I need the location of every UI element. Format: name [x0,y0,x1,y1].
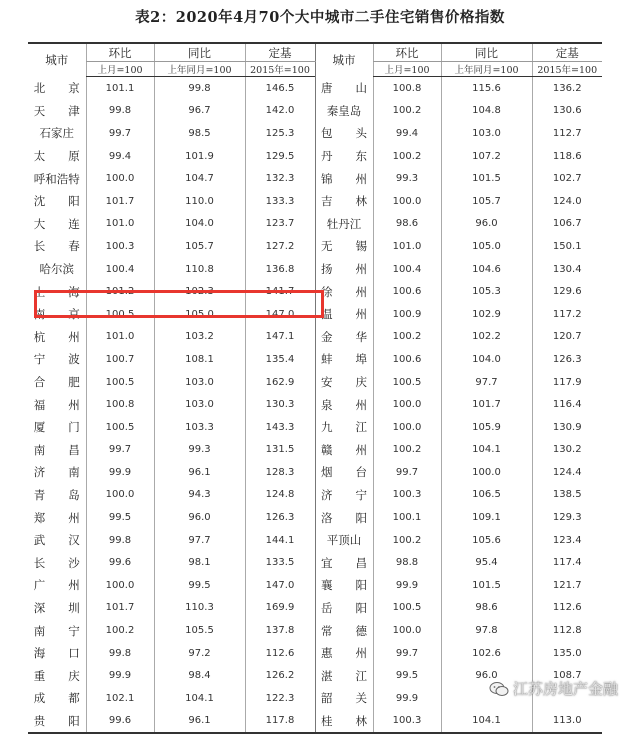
cell-fixed: 113.0 [532,710,602,734]
cell-yoy: 101.9 [154,145,245,168]
table-row [28,213,602,236]
header-yoy-base: 上年同月=100 [441,62,532,77]
cell-city: 金 华 [315,326,373,349]
header-mom: 环比 [86,43,154,62]
cell-yoy: 105.0 [154,303,245,326]
cell-mom: 100.0 [373,416,441,439]
cell-yoy: 96.0 [441,664,532,687]
cell-fixed: 144.1 [245,529,315,552]
cell-mom: 101.0 [373,235,441,258]
table-row [28,642,602,665]
table-row [28,506,602,529]
cell-mom: 100.0 [373,619,441,642]
header-fixed-base: 2015年=100 [245,62,315,77]
cell-yoy: 108.1 [154,348,245,371]
cell-mom: 99.6 [86,551,154,574]
cell-mom: 99.8 [86,642,154,665]
cell-city: 惠 州 [315,642,373,665]
cell-mom: 101.2 [86,280,154,303]
cell-fixed: 120.7 [532,326,602,349]
cell-mom: 100.0 [86,574,154,597]
cell-mom: 100.5 [86,303,154,326]
cell-fixed: 128.3 [245,461,315,484]
cell-yoy: 101.7 [441,393,532,416]
cell-city: 重 庆 [33,668,80,683]
cell-yoy: 98.5 [154,122,245,145]
cell-yoy: 99.8 [154,77,245,100]
cell-mom: 100.0 [86,484,154,507]
cell-city: 温 州 [315,303,373,326]
cell-yoy: 99.3 [154,439,245,462]
cell-city: 安 庆 [315,371,373,394]
cell-yoy: 104.6 [441,258,532,281]
cell-city: 无 锡 [315,235,373,258]
cell-fixed: 121.7 [532,574,602,597]
cell-city: 锦 州 [315,167,373,190]
cell-city: 常 德 [315,619,373,642]
cell-fixed: 135.0 [532,642,602,665]
cell-yoy: 99.5 [154,574,245,597]
cell-fixed: 126.2 [245,664,315,687]
cell-yoy: 105.0 [441,235,532,258]
cell-yoy: 115.6 [441,77,532,100]
cell-mom: 100.4 [373,258,441,281]
cell-fixed: 124.4 [532,461,602,484]
cell-mom: 100.8 [86,393,154,416]
table-row [28,190,602,213]
cell-fixed: 123.4 [532,529,602,552]
cell-fixed: 137.8 [245,619,315,642]
cell-city: 海 口 [33,646,80,661]
table-body [28,77,602,734]
cell-mom: 100.0 [86,167,154,190]
cell-yoy: 94.3 [154,484,245,507]
cell-mom: 100.2 [373,529,441,552]
cell-city: 洛 阳 [315,506,373,529]
cell-mom: 99.9 [373,687,441,710]
cell-fixed: 147.0 [245,574,315,597]
cell-yoy: 103.0 [154,371,245,394]
cell-fixed: 132.3 [245,167,315,190]
cell-yoy: 104.0 [154,213,245,236]
cell-city: 烟 台 [315,461,373,484]
cell-city: 北 京 [33,81,80,96]
cell-fixed: 141.7 [245,280,315,303]
cell-yoy: 103.2 [154,326,245,349]
cell-city: 天 津 [33,103,80,118]
table-row [28,280,602,303]
table-row [28,439,602,462]
cell-mom: 99.7 [373,642,441,665]
cell-city: 石家庄 [39,126,74,141]
cell-yoy: 110.8 [154,258,245,281]
cell-city: 秦皇岛 [315,100,373,123]
cell-city: 郑 州 [33,510,80,525]
cell-city: 贵 阳 [33,713,80,728]
cell-fixed: 122.3 [245,687,315,710]
table-row [28,710,602,734]
cell-city: 济 宁 [315,484,373,507]
cell-fixed: 130.4 [532,258,602,281]
table-row [28,393,602,416]
cell-mom: 100.8 [373,77,441,100]
header-yoy-base: 上年同月=100 [154,62,245,77]
cell-fixed: 150.1 [532,235,602,258]
cell-city: 哈尔滨 [39,262,74,277]
watermark-text: 江苏房地产金融 [512,680,618,698]
cell-mom: 99.9 [86,461,154,484]
cell-mom: 100.4 [86,258,154,281]
cell-mom: 98.6 [373,213,441,236]
cell-yoy: 104.1 [441,439,532,462]
cell-mom: 99.9 [373,574,441,597]
cell-yoy: 102.2 [441,326,532,349]
cell-fixed: 126.3 [245,506,315,529]
table-row [28,167,602,190]
cell-fixed: 135.4 [245,348,315,371]
cell-fixed: 117.9 [532,371,602,394]
header-mom-base: 上月=100 [86,62,154,77]
cell-fixed: 125.3 [245,122,315,145]
cell-yoy: 104.8 [441,100,532,123]
cell-fixed: 130.2 [532,439,602,462]
cell-mom: 98.8 [373,551,441,574]
cell-yoy: 97.7 [441,371,532,394]
cell-city: 赣 州 [315,439,373,462]
cell-mom: 99.8 [86,100,154,123]
cell-mom: 100.7 [86,348,154,371]
cell-city: 平顶山 [315,529,373,552]
cell-city: 深 圳 [33,600,80,615]
table-title: 表2：2020年4月70个大中城市二手住宅销售价格指数 [135,9,505,26]
cell-mom: 101.0 [86,213,154,236]
table-row [28,461,602,484]
cell-mom: 99.9 [86,664,154,687]
cell-mom: 100.1 [373,506,441,529]
cell-city: 湛 江 [315,664,373,687]
cell-city: 扬 州 [315,258,373,281]
cell-fixed: 102.7 [532,167,602,190]
cell-mom: 99.5 [373,664,441,687]
header-fixed: 定基 [245,43,315,62]
table-row [28,122,602,145]
cell-mom: 100.2 [373,326,441,349]
table-row [28,348,602,371]
cell-city: 桂 林 [315,710,373,734]
cell-yoy: 98.1 [154,551,245,574]
cell-yoy: 102.6 [441,642,532,665]
cell-mom: 99.4 [86,145,154,168]
table-row [28,416,602,439]
cell-yoy: 102.3 [154,280,245,303]
cell-fixed: 117.2 [532,303,602,326]
cell-mom: 101.7 [86,597,154,620]
table-row [28,574,602,597]
cell-yoy: 97.8 [441,619,532,642]
cell-yoy: 96.7 [154,100,245,123]
cell-city: 上 海 [33,284,80,299]
cell-yoy: 101.5 [441,167,532,190]
cell-yoy: 105.7 [441,190,532,213]
cell-mom: 99.3 [373,167,441,190]
cell-fixed: 126.3 [532,348,602,371]
cell-fixed: 129.6 [532,280,602,303]
cell-fixed: 131.5 [245,439,315,462]
cell-fixed: 169.9 [245,597,315,620]
table-row [28,145,602,168]
cell-mom: 100.5 [373,597,441,620]
cell-fixed: 138.5 [532,484,602,507]
cell-yoy: 98.6 [441,597,532,620]
cell-mom: 100.3 [86,235,154,258]
cell-fixed: 123.7 [245,213,315,236]
cell-mom: 100.6 [373,348,441,371]
cell-fixed: 147.0 [245,303,315,326]
cell-mom: 101.1 [86,77,154,100]
header-mom: 环比 [373,43,441,62]
cell-yoy: 105.9 [441,416,532,439]
cell-yoy: 96.1 [154,710,245,734]
cell-mom: 99.8 [86,529,154,552]
cell-mom: 100.5 [373,371,441,394]
cell-mom: 100.2 [373,100,441,123]
table-row [28,303,602,326]
cell-mom: 99.6 [86,710,154,734]
cell-yoy: 96.0 [441,213,532,236]
cell-fixed: 133.3 [245,190,315,213]
cell-fixed: 130.3 [245,393,315,416]
cell-mom: 102.1 [86,687,154,710]
cell-city: 大 连 [33,216,80,231]
cell-mom: 100.0 [373,393,441,416]
cell-mom: 100.2 [86,619,154,642]
cell-yoy: 105.5 [154,619,245,642]
cell-mom: 100.2 [373,439,441,462]
cell-city: 济 南 [33,465,80,480]
cell-mom: 100.3 [373,484,441,507]
cell-fixed: 116.4 [532,393,602,416]
cell-yoy: 104.1 [154,687,245,710]
cell-mom: 100.6 [373,280,441,303]
cell-city: 南 京 [33,307,80,322]
header-city: 城市 [315,43,373,77]
price-index-table [28,42,602,734]
header-yoy: 同比 [441,43,532,62]
cell-fixed: 130.9 [532,416,602,439]
header-fixed-base: 2015年=100 [532,62,602,77]
cell-city: 宁 波 [33,352,80,367]
cell-city: 广 州 [33,578,80,593]
cell-mom: 101.0 [86,326,154,349]
cell-yoy: 105.6 [441,529,532,552]
cell-fixed: 112.6 [532,597,602,620]
cell-city: 蚌 埠 [315,348,373,371]
cell-city: 沈 阳 [33,194,80,209]
cell-city: 吉 林 [315,190,373,213]
cell-mom: 99.7 [373,461,441,484]
table-row [28,619,602,642]
table-row [28,551,602,574]
wechat-icon [489,681,509,697]
cell-yoy: 101.5 [441,574,532,597]
cell-fixed: 136.2 [532,77,602,100]
cell-yoy: 105.3 [441,280,532,303]
cell-fixed: 108.7 [532,664,602,687]
cell-fixed: 117.8 [245,710,315,734]
cell-fixed: 106.7 [532,213,602,236]
cell-yoy: 105.7 [154,235,245,258]
cell-yoy: 96.0 [154,506,245,529]
cell-fixed: 130.6 [532,100,602,123]
cell-fixed: 129.5 [245,145,315,168]
cell-yoy: 104.7 [154,167,245,190]
cell-mom: 99.5 [86,506,154,529]
cell-yoy: 109.1 [441,506,532,529]
cell-yoy: 106.5 [441,484,532,507]
cell-fixed: 133.5 [245,551,315,574]
cell-city: 长 春 [33,239,80,254]
cell-city: 包 头 [315,122,373,145]
cell-fixed: 136.8 [245,258,315,281]
cell-city: 青 岛 [33,487,80,502]
cell-city: 九 江 [315,416,373,439]
cell-fixed: 124.8 [245,484,315,507]
header-fixed: 定基 [532,43,602,62]
cell-city: 杭 州 [33,329,80,344]
cell-city: 襄 阳 [315,574,373,597]
cell-city: 丹 东 [315,145,373,168]
cell-yoy: 95.4 [441,551,532,574]
cell-fixed: 118.6 [532,145,602,168]
cell-yoy: 102.9 [441,303,532,326]
cell-mom: 100.2 [373,145,441,168]
cell-yoy: 98.4 [154,664,245,687]
cell-yoy: 103.3 [154,416,245,439]
cell-mom: 100.5 [86,416,154,439]
cell-fixed: 142.0 [245,100,315,123]
cell-city: 岳 阳 [315,597,373,620]
cell-fixed: 117.4 [532,551,602,574]
cell-mom: 101.7 [86,190,154,213]
cell-fixed: 112.6 [245,642,315,665]
cell-fixed: 146.5 [245,77,315,100]
cell-fixed: 129.3 [532,506,602,529]
table-row [28,235,602,258]
cell-mom: 99.7 [86,122,154,145]
header-mom-base: 上月=100 [373,62,441,77]
cell-city: 福 州 [33,397,80,412]
table-row [28,100,602,123]
cell-city: 武 汉 [33,533,80,548]
cell-fixed: 127.2 [245,235,315,258]
cell-fixed: 147.1 [245,326,315,349]
cell-city: 泉 州 [315,393,373,416]
cell-city: 太 原 [33,149,80,164]
cell-city: 呼和浩特 [33,171,80,186]
cell-yoy: 104.0 [441,348,532,371]
cell-yoy: 104.1 [441,710,532,734]
cell-mom: 100.0 [373,190,441,213]
cell-fixed: 143.3 [245,416,315,439]
cell-yoy: 110.0 [154,190,245,213]
cell-city: 唐 山 [315,77,373,100]
table-row [28,371,602,394]
table-row [28,77,602,100]
cell-fixed: 112.8 [532,619,602,642]
cell-yoy: 100.0 [441,461,532,484]
header-city: 城市 [45,53,69,68]
cell-mom: 100.5 [86,371,154,394]
cell-city: 南 宁 [33,623,80,638]
cell-yoy: 97.2 [154,642,245,665]
cell-city: 成 都 [33,691,80,706]
cell-fixed: 124.0 [532,190,602,213]
table-row [28,258,602,281]
cell-yoy: 103.0 [441,122,532,145]
cell-yoy: 103.0 [154,393,245,416]
cell-mom: 99.7 [86,439,154,462]
cell-yoy: 110.3 [154,597,245,620]
cell-city: 长 沙 [33,555,80,570]
cell-city: 厦 门 [33,420,80,435]
table-row [28,326,602,349]
cell-city: 韶 关 [315,687,373,710]
cell-city: 徐 州 [315,280,373,303]
cell-city: 宜 昌 [315,551,373,574]
cell-yoy: 97.7 [154,529,245,552]
cell-city: 牡丹江 [315,213,373,236]
header-yoy: 同比 [154,43,245,62]
table-row [28,597,602,620]
cell-fixed: 112.7 [532,122,602,145]
cell-yoy: 107.2 [441,145,532,168]
cell-mom: 99.4 [373,122,441,145]
cell-fixed: 162.9 [245,371,315,394]
cell-city: 合 肥 [33,375,80,390]
cell-city: 南 昌 [33,442,80,457]
table-row [28,529,602,552]
table-row [28,484,602,507]
cell-mom: 100.9 [373,303,441,326]
cell-yoy: 96.1 [154,461,245,484]
watermark [489,678,618,699]
cell-mom: 100.3 [373,710,441,734]
table-header [28,43,602,77]
